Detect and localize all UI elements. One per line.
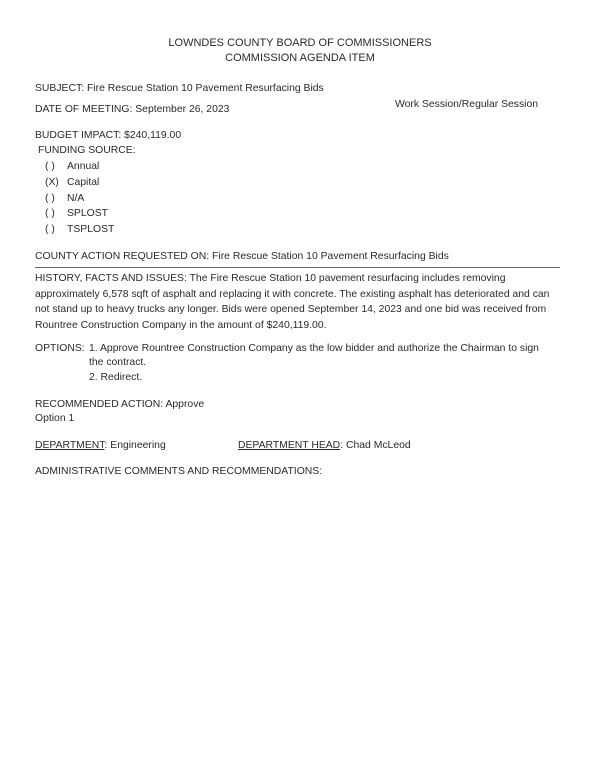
funding-option-annual — [45, 161, 99, 172]
department-head-label: DEPARTMENT HEAD — [238, 440, 341, 451]
administrative-comments: ADMINISTRATIVE COMMENTS AND RECOMMENDATIONS: — [35, 466, 323, 477]
option-1: 1. Approve Rountree Construction Company as the low bidder and authorize the Chairman to sign — [89, 343, 539, 354]
option-2: 2. Redirect. — [89, 372, 143, 383]
subject: SUBJECT: Fire Rescue Station 10 Pavement Resurfacing Bids — [35, 83, 324, 94]
department-value: : Engineering — [104, 440, 166, 451]
funding-option-splost — [45, 208, 108, 219]
session-type: Work Session/Regular Session — [395, 99, 539, 110]
funding-source-label: FUNDING SOURCE: — [38, 145, 136, 156]
checkbox-mark: ( ) — [45, 224, 55, 235]
document-title: LOWNDES COUNTY BOARD OF COMMISSIONERS — [168, 37, 432, 49]
funding-option-tsplost — [45, 224, 114, 235]
funding-option-label: SPLOST — [67, 208, 108, 219]
option-1-continued: the contract. — [89, 357, 147, 368]
funding-option-na — [45, 193, 84, 204]
recommended-action: RECOMMENDED ACTION: Approve — [35, 399, 205, 410]
department — [35, 440, 166, 451]
document-subtitle: COMMISSION AGENDA ITEM — [225, 52, 375, 64]
funding-option-label: TSPLOST — [67, 224, 115, 235]
funding-option-label: N/A — [67, 193, 85, 204]
county-action-requested: COUNTY ACTION REQUESTED ON: Fire Rescue Station 10 Pavement Resurfacing Bids — [35, 251, 449, 262]
checkbox-mark: ( ) — [45, 161, 55, 172]
recommended-option: Option 1 — [35, 413, 75, 424]
department-head — [238, 440, 411, 451]
budget-impact: BUDGET IMPACT: $240,119.00 — [35, 130, 182, 141]
department-label: DEPARTMENT — [35, 440, 105, 451]
checkbox-mark: (X) — [45, 177, 59, 188]
funding-option-capital — [45, 177, 99, 188]
date-of-meeting: DATE OF MEETING: September 26, 2023 — [35, 104, 230, 115]
funding-option-label: Annual — [67, 161, 100, 172]
checkbox-mark: ( ) — [45, 208, 55, 219]
section-divider — [35, 267, 560, 268]
history-facts-issues: HISTORY, FACTS AND ISSUES: The Fire Rescue Station 10 pavement resurfacing includes removing approximately 6,578 sqft of asphalt and replacing it with concrete. The existing asphalt has deteriorated and can not stand up to heavy trucks any longer. Bids were opened September 14, 2023 and one bid was received from Rountree Construction Company in the amount of $240,119.00. — [35, 273, 550, 331]
department-head-value: : Chad McLeod — [340, 440, 411, 451]
checkbox-mark: ( ) — [45, 193, 55, 204]
options-label: OPTIONS: — [35, 343, 85, 354]
funding-option-label: Capital — [67, 177, 100, 188]
